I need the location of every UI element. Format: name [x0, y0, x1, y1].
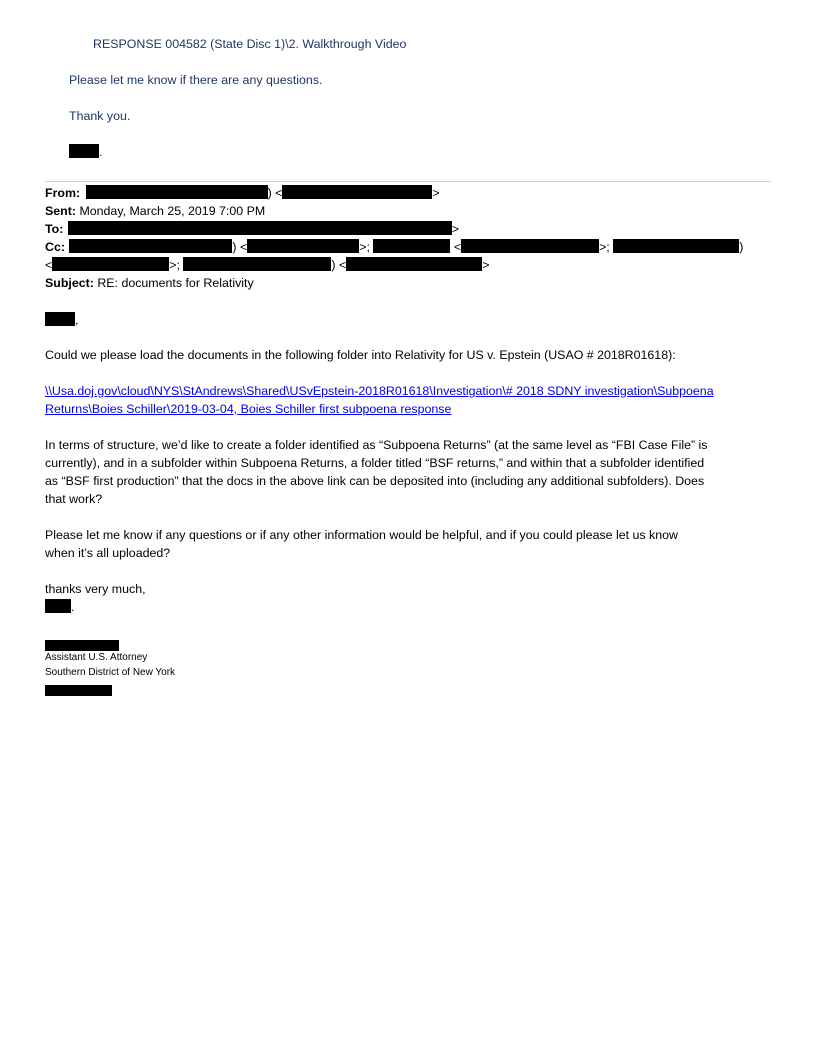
punct: > — [432, 186, 440, 200]
from-row — [45, 184, 440, 202]
punct: > — [451, 222, 460, 236]
punct: >; — [169, 258, 184, 272]
redaction — [69, 144, 99, 158]
redaction — [68, 221, 452, 235]
sent-value: Monday, March 25, 2019 7:00 PM — [79, 204, 266, 218]
redaction — [613, 239, 739, 253]
to-label: To: — [45, 222, 64, 236]
structure-line-1: In terms of structure, we’d like to create a folder identified as “Subpoena Returns” (at the same level as “FBI Case File” is — [45, 438, 708, 452]
cc-label: Cc: — [45, 240, 65, 254]
redaction — [346, 257, 482, 271]
punct: ) < — [232, 240, 248, 254]
prior-signoff-punct: . — [99, 145, 103, 159]
followup-line-1: Please let me know if any questions or if any other information would be helpful, and if you could please let us know — [45, 528, 678, 542]
closing: thanks very much, — [45, 582, 146, 596]
signoff — [45, 598, 74, 616]
redaction — [282, 185, 432, 199]
cc-row-1 — [45, 238, 743, 256]
punct: < — [453, 240, 462, 254]
signature-name — [45, 636, 119, 648]
folder-link-line-2[interactable]: Returns\Boies Schiller\2019-03-04, Boies Schiller first subpoena response — [45, 402, 452, 416]
punct: ) < — [331, 258, 347, 272]
structure-line-2: currently), and in a subfolder within Subpoena Returns, a folder titled “BSF returns,” and within that a subfolder identified — [45, 456, 705, 470]
prior-thanks-line: Thank you. — [69, 109, 131, 123]
signature-contact — [45, 681, 112, 693]
request-line: Could we please load the documents in the following folder into Relativity for US v. Epstein (USAO # 2018R01618): — [45, 348, 676, 362]
punct: ) < — [267, 186, 283, 200]
to-row — [45, 220, 459, 238]
redaction — [183, 257, 331, 271]
punct: >; — [599, 240, 614, 254]
structure-line-3: as “BSF first production” that the docs in the above link can be deposited into (including any additional subfolders). Does — [45, 474, 705, 488]
subject-value: RE: documents for Relativity — [97, 276, 254, 290]
punct: > — [482, 258, 490, 272]
punct: < — [45, 258, 53, 272]
followup-line-2: when it’s all uploaded? — [45, 546, 171, 560]
punct: ) — [739, 240, 744, 254]
redaction — [461, 239, 599, 253]
redaction — [45, 599, 71, 613]
prior-questions-line: Please let me know if there are any questions. — [69, 73, 323, 87]
prior-signoff — [69, 143, 102, 161]
signature-office: Southern District of New York — [45, 667, 176, 678]
header-divider — [45, 181, 771, 182]
subject-row — [45, 274, 254, 292]
structure-line-4: that work? — [45, 492, 103, 506]
punct: >; — [359, 240, 374, 254]
prior-path-line: RESPONSE 004582 (State Disc 1)\2. Walkthrough Video — [93, 37, 407, 51]
cc-row-2 — [45, 256, 489, 274]
redaction — [45, 312, 75, 326]
redaction — [86, 185, 268, 199]
redaction — [52, 257, 169, 271]
redaction — [247, 239, 359, 253]
sent-row — [45, 202, 265, 220]
signoff-punct: . — [71, 600, 75, 614]
redaction — [45, 685, 112, 696]
redaction — [69, 239, 232, 253]
folder-link-line-1[interactable]: \\Usa.doj.gov\cloud\NYS\StAndrews\Shared\USvEpstein-2018R01618\Investigation\# 2018 SDNY investigation\Subpoena — [45, 384, 714, 398]
greeting — [45, 311, 78, 329]
signature-title: Assistant U.S. Attorney — [45, 652, 148, 663]
sent-label: Sent: — [45, 204, 76, 218]
from-label: From: — [45, 186, 81, 200]
redaction — [373, 239, 450, 253]
subject-label: Subject: — [45, 276, 94, 290]
greeting-punct: , — [75, 313, 79, 327]
